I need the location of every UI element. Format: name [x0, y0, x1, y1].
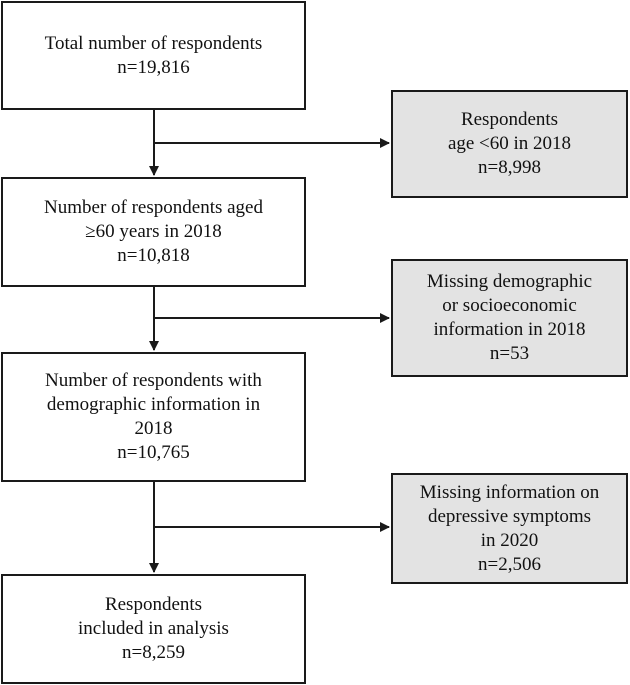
box-excluded-age-line-3: n=8,998 [478, 157, 541, 178]
box-aged-60-plus-line-2: ≥60 years in 2018 [85, 221, 222, 242]
box-excluded-missing-depressive-line-4: n=2,506 [478, 553, 541, 575]
box-demographic-info-line-2: demographic information in [46, 394, 261, 415]
box-aged-60-plus [1, 177, 306, 287]
box-demographic-info-line-3: 2018 [134, 418, 173, 439]
box-included-analysis [1, 574, 306, 684]
box-excluded-missing-depressive [391, 473, 628, 584]
box-included-analysis-line-1: Respondents [104, 594, 203, 615]
box-excluded-missing-depressive-line-3: in 2020 [480, 529, 539, 551]
box-total-respondents-line-2: n=19,816 [117, 56, 190, 78]
box-aged-60-plus-line-1: Number of respondents aged [44, 197, 263, 218]
box-excluded-age-line-1: Respondents [460, 109, 559, 130]
box-excluded-age-line-2: age <60 in 2018 [447, 133, 572, 154]
box-included-analysis-line-2: included in analysis [78, 618, 229, 639]
box-excluded-missing-demographic-line-2: or socioeconomic [442, 295, 577, 316]
box-excluded-age [391, 90, 628, 198]
box-excluded-missing-demographic [391, 259, 628, 377]
box-aged-60-plus-line-3: n=10,818 [117, 245, 190, 266]
box-demographic-info-line-4: n=10,765 [117, 442, 190, 463]
box-demographic-info-line-1: Number of respondents with [45, 370, 262, 391]
box-excluded-missing-demographic-line-1: Missing demographic [426, 271, 593, 292]
box-excluded-missing-depressive-line-1: Missing information on [419, 481, 600, 503]
box-included-analysis-line-3: n=8,259 [122, 642, 185, 663]
box-total-respondents-line-1: Total number of respondents [44, 32, 263, 54]
box-total-respondents [1, 1, 306, 110]
box-excluded-missing-demographic-line-3: information in 2018 [433, 319, 586, 340]
box-excluded-missing-demographic-line-4: n=53 [489, 343, 530, 364]
box-excluded-missing-depressive-line-2: depressive symptoms [427, 505, 592, 527]
box-demographic-info [1, 352, 306, 482]
